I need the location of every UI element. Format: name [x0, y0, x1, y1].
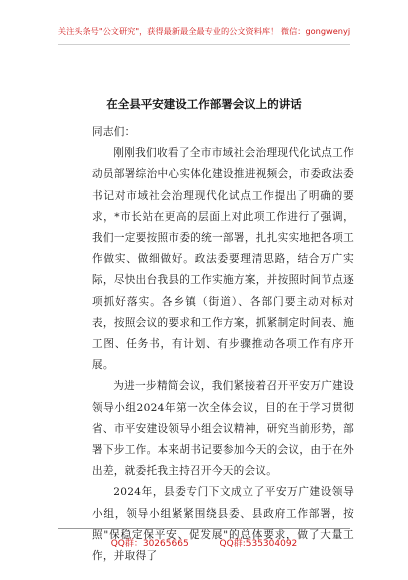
footer-qq-group-2: QQ群:535304092 — [219, 539, 298, 549]
paragraph-3: 2024年，县委专门下文成立了平安万广建设领导小组，领导小组紧紧围绕县委、县政府工作部署，按照"保稳定保平安、促发展"的总体要求，做了大量工作，并取得了 — [92, 486, 354, 563]
document-body — [92, 122, 354, 567]
header-divider — [58, 44, 350, 45]
footer-qq-group-1: QQ群：30265665 — [110, 539, 189, 549]
document-title: 在全县平安建设工作部署会议上的讲话 — [106, 97, 302, 111]
paragraph-2: 为进一步精简会议，我们紧接着召开平安万广建设领导小组2024年第一次全体会议，目的在于学习贯彻省、市平安建设领导小组会议精神，研究当前形势，部署下步工作。本来胡书记要参加今天的会议，由于在外出差，就委托我主持召开今天的会议。 — [92, 380, 354, 478]
header-banner: 关注头条号"公文研究"，获得最新最全最专业的公文资料库！ 微信：gongwenyj — [57, 26, 351, 36]
paragraph-1: 刚刚我们收看了全市市域社会治理现代化试点工作动员部署综治中心实体化建设推进视频会，市委政法委书记对市域社会治理现代化试点工作提出了明确的要求，*市长站在更高的层面上对此项工作进行了强调，我们一定要按照市委的统一部署，扎扎实实地把各项工作做实、做细做好。政法委要理清思路，结合万广实际，尽快出台我县的工作实施方案，并按照时间节点逐项抓好落实。各乡镇（街道）、各部门要主动对标对表，按照会议的要求和工作方案，抓紧制定时间表、施工图、任务书，有计划、有步骤推动各项工作有序开展。 — [92, 147, 354, 372]
salutation: 同志们： — [92, 126, 136, 138]
footer-divider — [58, 528, 350, 529]
footer — [0, 536, 408, 549]
